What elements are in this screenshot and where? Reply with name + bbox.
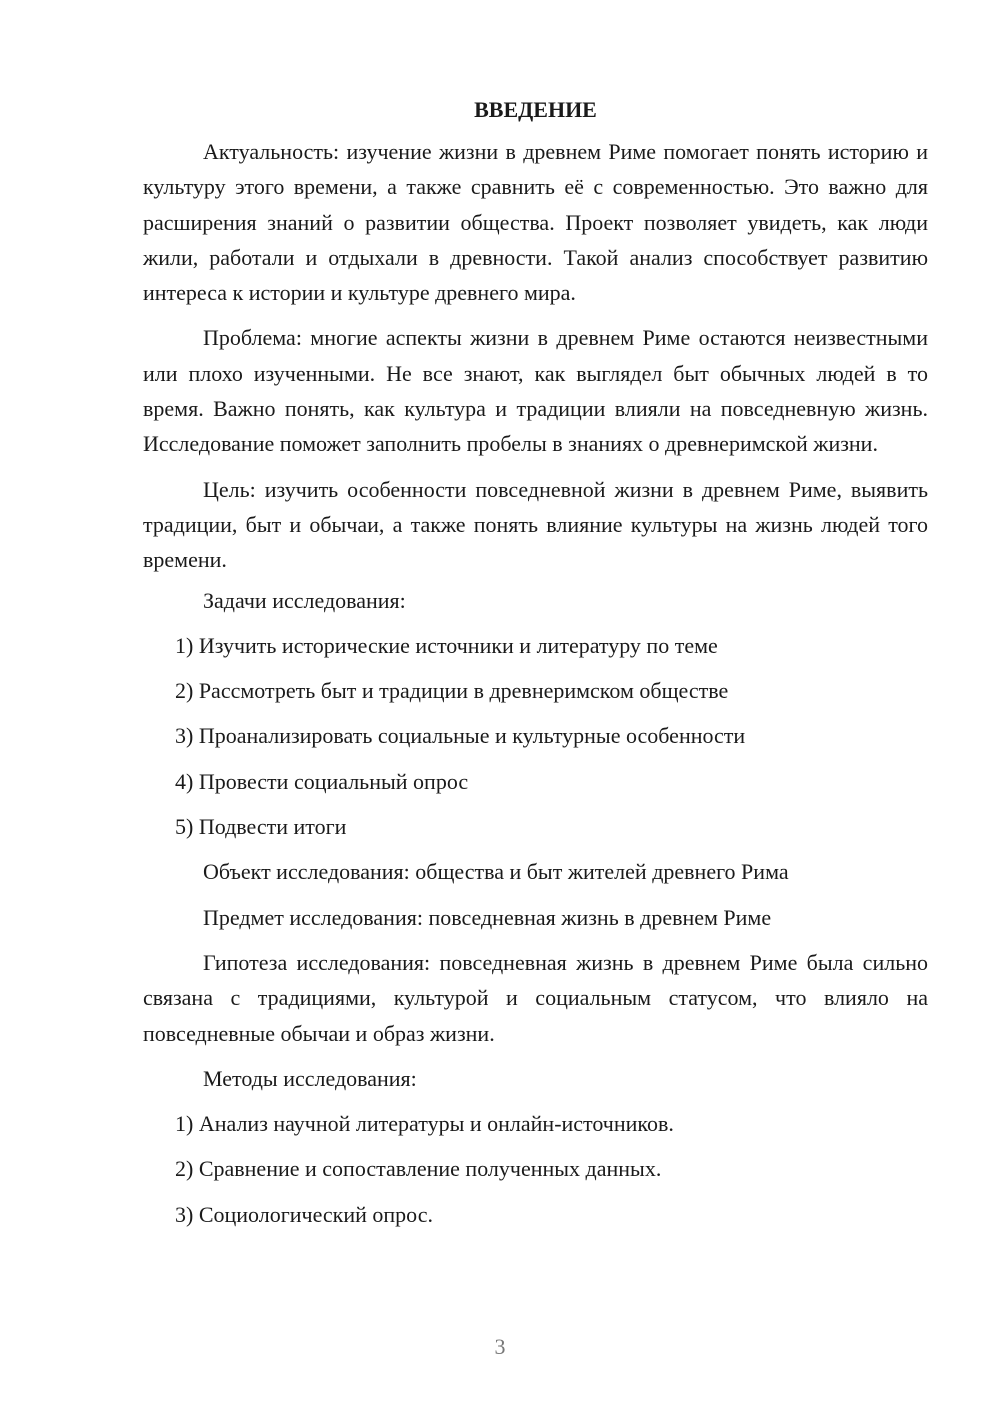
problem-paragraph: Проблема: многие аспекты жизни в древнем Риме остаются неизвестными или плохо изученными. Не все знают, как выглядел быт обычных людей в то время. Важно понять, как культура и традиции влияли на повседневную жизнь. Исследование поможет заполнить пробелы в знаниях о древнеримской жизни. [143, 325, 928, 457]
subject-paragraph: Предмет исследования: повседневная жизнь в древнем Риме [203, 904, 772, 930]
list-item: 2) Рассмотреть быт и традиции в древнеримском обществе [175, 678, 729, 704]
goal-paragraph: Цель: изучить особенности повседневной жизни в древнем Риме, выявить традиции, быт и обычаи, а также понять влияние культуры на жизнь людей того времени. [143, 476, 928, 573]
list-item: 5) Подвести итоги [175, 814, 347, 840]
tasks-list [143, 623, 928, 849]
object-paragraph: Объект исследования: общества и быт жителей древнего Рима [203, 859, 789, 885]
hypothesis-paragraph: Гипотеза исследования: повседневная жизнь в древнем Риме была сильно связана с традициями, культурой и социальным статусом, что влияло на повседневные обычаи и образ жизни. [143, 949, 928, 1046]
section-title: ВВЕДЕНИЕ [474, 97, 597, 122]
list-item: 3) Проанализировать социальные и культурные особенности [175, 723, 746, 749]
list-item: 4) Провести социальный опрос [175, 768, 469, 794]
methods-list [143, 1101, 928, 1237]
list-item: 2) Сравнение и сопоставление полученных данных. [175, 1156, 662, 1182]
methods-heading: Методы исследования: [203, 1065, 417, 1091]
relevance-paragraph: Актуальность: изучение жизни в древнем Риме помогает понять историю и культуру этого времени, а также сравнить её с современностью. Это важно для расширения знаний о развитии общества. Проект позволяет увидеть, как люди жили, работали и отдыхали в древности. Такой анализ способствует развитию интереса к истории и культуре древнего мира. [143, 139, 928, 306]
list-item: 1) Изучить исторические источники и литературу по теме [175, 632, 718, 658]
document-page [143, 92, 928, 1237]
list-item: 1) Анализ научной литературы и онлайн-источников. [175, 1111, 674, 1137]
list-item: 3) Социологический опрос. [175, 1201, 433, 1227]
tasks-heading: Задачи исследования: [203, 587, 406, 613]
page-number: 3 [494, 1334, 506, 1359]
